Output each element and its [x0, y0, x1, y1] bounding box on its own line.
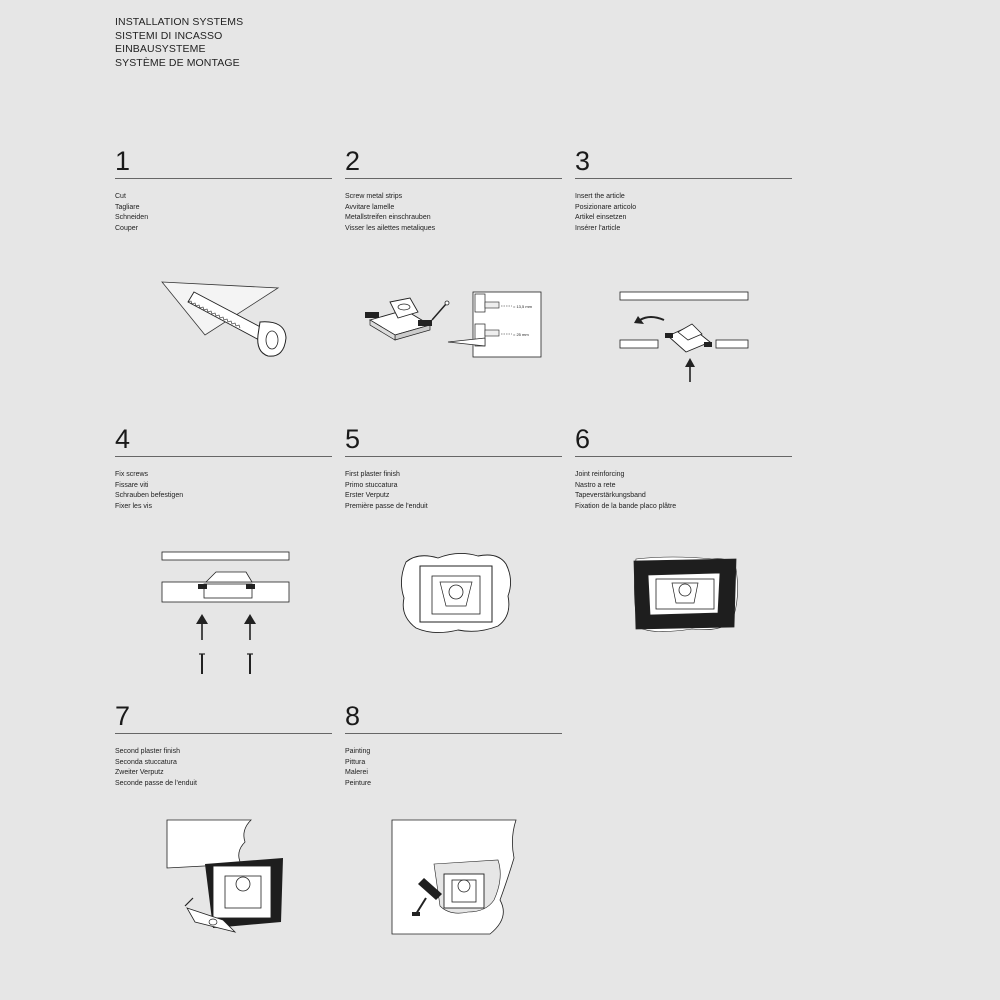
step-divider	[115, 178, 332, 179]
document-header	[115, 16, 243, 70]
step-4	[115, 424, 332, 512]
label-de: Tapeverstärkungsband	[575, 492, 646, 499]
step-5	[345, 424, 562, 512]
label-en: Cut	[115, 193, 126, 200]
label-it: Seconda stuccatura	[115, 758, 177, 766]
label-en: Screw metal strips	[345, 193, 403, 200]
header-line-fr: SYSTÈME DE MONTAGE	[115, 56, 240, 69]
dimension-label-2: = 25 mm	[513, 332, 529, 337]
step-1	[115, 146, 332, 234]
step-divider	[575, 178, 792, 179]
step-6	[575, 424, 792, 512]
label-de: Schneiden	[115, 214, 149, 221]
label-fr: Insérer l'article	[575, 224, 621, 232]
label-de: Malerei	[345, 769, 368, 776]
label-en: First plaster finish	[345, 471, 400, 478]
insert-article-illustration	[618, 290, 753, 385]
label-de: Zweiter Verputz	[115, 769, 164, 776]
fix-screws-illustration	[160, 550, 292, 680]
label-de: Artikel einsetzen	[575, 214, 627, 221]
step-number: 2	[345, 146, 361, 176]
header-line-it: SISTEMI DI INCASSO	[115, 29, 223, 42]
step-number: 8	[345, 701, 361, 731]
label-en: Joint reinforcing	[575, 471, 625, 478]
label-de: Erster Verputz	[345, 492, 390, 499]
label-en: Fix screws	[115, 471, 149, 478]
label-en: Insert the article	[575, 193, 625, 200]
label-fr: Fixation de la bande placo plâtre	[575, 502, 677, 510]
dimension-label-1: = 13,5 mm	[513, 304, 533, 309]
label-de: Metallstreifen einschrauben	[345, 214, 431, 221]
label-it: Nastro a rete	[575, 481, 616, 489]
step-number: 3	[575, 146, 591, 176]
saw-illustration	[160, 280, 290, 360]
step-divider	[115, 456, 332, 457]
label-it: Avvitare lamelle	[345, 203, 395, 211]
step-divider	[115, 733, 332, 734]
label-it: Pittura	[345, 758, 366, 766]
step-labels	[345, 470, 562, 512]
metal-strips-illustration	[360, 290, 560, 365]
step-divider	[345, 178, 562, 179]
step-number: 4	[115, 424, 131, 454]
step-divider	[575, 456, 792, 457]
step-3	[575, 146, 792, 234]
label-it: Primo stuccatura	[345, 481, 398, 489]
header-line-de: EINBAUSYSTEME	[115, 43, 206, 55]
joint-tape-illustration	[632, 555, 742, 635]
label-fr: Première passe de l'enduit	[345, 502, 428, 510]
step-8	[345, 701, 562, 789]
label-fr: Couper	[115, 224, 138, 232]
step-labels	[115, 470, 332, 512]
step-divider	[345, 733, 562, 734]
label-it: Fissare viti	[115, 481, 149, 489]
label-fr: Seconde passe de l'enduit	[115, 779, 197, 787]
step-number: 1	[115, 146, 131, 176]
step-number: 6	[575, 424, 591, 454]
step-number: 7	[115, 701, 131, 731]
label-it: Tagliare	[115, 203, 140, 211]
label-fr: Visser les ailettes metaliques	[345, 224, 436, 232]
step-labels	[115, 192, 332, 234]
step-labels	[575, 470, 792, 512]
second-plaster-illustration	[165, 818, 285, 936]
first-plaster-illustration	[398, 550, 514, 636]
step-labels	[345, 747, 562, 789]
step-labels	[345, 192, 562, 234]
label-fr: Peinture	[345, 779, 372, 787]
label-en: Second plaster finish	[115, 748, 180, 755]
step-2	[345, 146, 562, 234]
step-7	[115, 701, 332, 789]
step-labels	[575, 192, 792, 234]
painting-illustration	[390, 818, 518, 936]
header-line-en: INSTALLATION SYSTEMS	[115, 16, 244, 28]
step-number: 5	[345, 424, 361, 454]
label-it: Posizionare articolo	[575, 203, 637, 211]
label-de: Schrauben befestigen	[115, 492, 184, 499]
label-en: Painting	[345, 748, 371, 755]
step-labels	[115, 747, 332, 789]
step-divider	[345, 456, 562, 457]
label-fr: Fixer les vis	[115, 502, 152, 510]
